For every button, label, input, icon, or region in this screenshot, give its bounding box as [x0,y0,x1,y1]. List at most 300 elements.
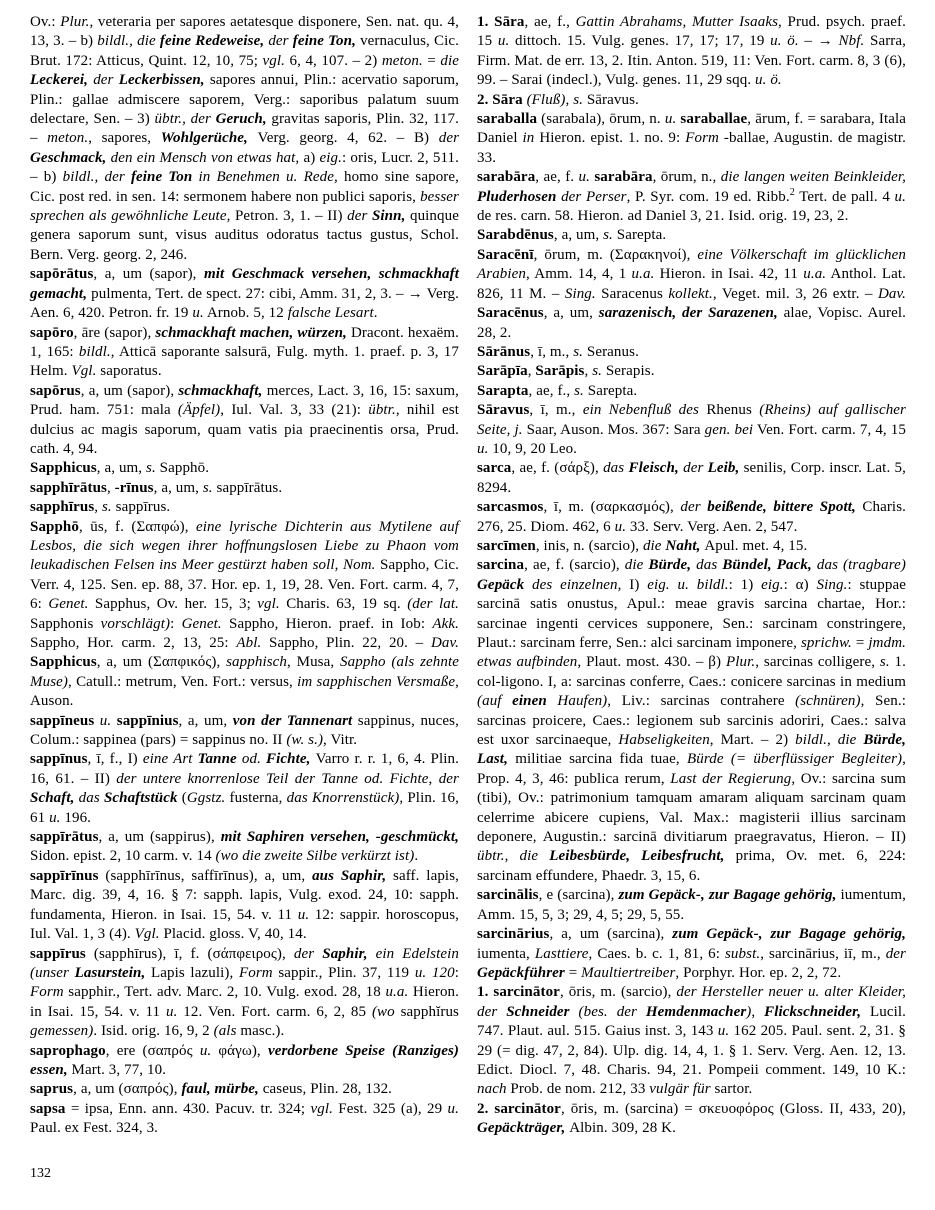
dictionary-entry [30,13,459,265]
headword: sarcasmos [477,499,544,516]
entry-text: , ere (σαπρός [105,1042,200,1059]
dictionary-entry [477,537,906,556]
entry-text: vernaculus, Cic. Brut. 172: Atticus, Quint. 12, 10, 75; [30,33,459,69]
entry-text: das [603,460,629,477]
entry-text: Plur. [60,14,90,30]
right-column [477,13,906,1139]
entry-text: prima, Ov. met. 6, 224: sarcinam effundere, Phaedr. 3, 15, 6. [477,848,906,884]
entry-text: , ōrum, m. (Σαρακηνοί), [533,246,698,263]
dictionary-entry [477,343,906,362]
entry-text: u. [199,1042,212,1059]
entry-text: Saar, Auson. Mos. 367: Sara [522,421,705,438]
entry-text: eine lyrische Dichterin aus Mytilene auf Lesbos, die sich wegen ihrer hoffnungslosen Liebe zu Phaon vom leukadischen Felsen ins Meer gestürzt haben soll, Nom. [30,518,459,574]
entry-text: Dracont. hexaëm. 1, 165: [30,324,459,360]
entry-text: mit Geschmack versehen, schmackhaft gemacht, [30,266,459,302]
entry-text: Ven. Fort. carm. 7, 4, 15 [753,421,906,438]
headword: Sarabdēnus [477,227,554,244]
entry-text: , ae, f., [528,382,575,399]
dictionary-entry [477,246,906,343]
entry-text: schmackhaft machen, würzen, [155,324,351,341]
entry-text: sarazenisch, der Sarazenen, [598,305,784,322]
entry-text: Flickschneider, [764,1003,870,1020]
entry-text: , ūs, f. (Σαπφώ), [78,518,197,535]
left-column [30,13,459,1139]
entry-text: der [93,72,119,89]
entry-text: Sapphonis [30,615,101,632]
entry-text: u. [192,305,204,322]
entry-text: – → [798,33,839,50]
entry-text: ein Edelstein (unser [30,945,459,981]
dictionary-entry [30,945,459,1042]
entry-text: eine Völkerschaft im glücklichen Arabien [477,246,906,283]
entry-text: Sinn, [371,208,410,225]
entry-text: , Veget. mil. 3, 26 extr. – [712,285,878,302]
entry-text: Geruch, [215,111,272,128]
entry-text: , a, um (sarcina), [549,926,673,943]
entry-text: eig. u. bildl. [647,576,729,593]
entry-text: s. [573,91,583,108]
entry-text: Sappho (als zehnte Muse) [30,654,459,690]
dictionary-entry [477,91,906,110]
entry-text: vgl. [310,1100,333,1117]
entry-text: feine Redeweise, [159,33,269,50]
dictionary-entry [30,518,459,712]
entry-text: u. [614,518,627,535]
dictionary-entry [30,712,459,751]
entry-text: Sappho, Hieron. praef. in Iob: [221,615,433,632]
entry-text: , a, um (sappirus), [98,829,221,846]
entry-text: gen. bei [704,421,754,438]
entry-text: (sapphīrīnus, saffīrīnus), a, um, [98,867,313,884]
entry-text: sapores annui, Plin.: acervatio saporum, Plin.: gallae admiscere saporem, Verg.: saporibus palatum suum delectare, Sen. – 3) [30,72,459,128]
entry-text: , ōrum, n., [652,169,721,186]
entry-text: feine Ton, [292,33,361,50]
entry-text: Anthol. Lat. 826, 11 M. – [477,266,906,302]
entry-text: Charis. 63, 19 sq. [279,596,408,613]
entry-text: , ī, f., I) [87,751,143,768]
entry-text: das [696,557,723,574]
headword: sarcinālis [477,887,539,904]
entry-text: Form [30,984,64,1001]
headword: sappīrus [30,945,86,962]
entry-text: Lapis lazuli), [150,964,239,981]
entry-text: u.a. [631,266,655,283]
entry-text: nach [477,1081,507,1098]
entry-text: : α) [783,576,817,593]
headword: sappīrātus [30,829,99,846]
entry-text: u. [664,111,677,128]
entry-text: Sidon. epist. 2, 10 carm. v. 14 [30,848,216,865]
entry-text: Fleisch, [628,460,684,477]
entry-text: einen [512,693,558,710]
entry-text: , Vitr. [323,732,358,749]
entry-text: beißende, bittere Spott, [707,499,863,516]
entry-text: Hieron. in Isai. 42, 11 [654,266,804,283]
dictionary-entry [30,828,459,867]
dictionary-entry [30,324,459,382]
entry-text: Gepäckträger, [477,1120,570,1137]
entry-text: u.a. [385,984,409,1001]
headword: sappīrīnus [30,867,99,884]
entry-text: das [78,790,104,807]
headword: sarcīmen [477,537,536,554]
entry-text: , [527,363,536,380]
entry-text: , nihil est dulcius ac magis saporum, quam vatis pia praecinentis orsa, Prud. cath. 4, 94. [30,402,459,457]
entry-text: sapphir., Tert. adv. Marc. 2, 10. Vulg. exod. 28, 18 [63,984,386,1001]
entry-text: feine Ton [130,169,199,186]
entry-text: u. [49,809,61,826]
entry-text: masc.). [240,1023,285,1040]
entry-text: Tert. de pall. 4 [794,188,895,205]
headword: sapphīrus [30,499,95,516]
entry-text: homo sine sapore, Cic. post red. in sen. 14: sermonem habere non publici saporis, [30,169,460,205]
entry-text: Schaft, [30,790,79,807]
entry-text: von der Tannenart [232,712,358,729]
entry-text: 2 [789,186,795,198]
dictionary-entry [477,556,906,886]
entry-text: = ipsa, Enn. ann. 430. Pacuv. tr. 324; [65,1100,311,1117]
entry-text: Gepäckführer [477,964,569,981]
entry-text: Hieron. epist. 1. no. 9: [534,130,686,147]
entry-text: , veteraria per sapores aetatesque disponere, Sen. nat. qu. 4, 13, 3. – b) [30,14,459,50]
entry-text: eine Art [142,751,198,768]
dictionary-entry [477,382,906,401]
entry-text: 162 205. Paul. sent. 2, 31. § 29 (= dig. 47, 2, 84). Ulp. dig. 14, 4, 1. § 1. Serv. Verg. Aen. 12, 13. Edict. Diocl. 7, 48. Charis. 94, 21. Pompeii comment. 149, 10 K.: [477,1023,906,1078]
entry-text: pulmenta, Tert. de spect. 27: cibi, Amm. 31, 2, 3. – → Verg. Aen. 6, 420. Petron. fr. 19 [30,285,459,322]
entry-text: od. [241,751,267,768]
entry-text: Serapis. [601,363,655,380]
entry-text: u. [447,1100,459,1117]
entry-text: falsche Lesart [287,305,374,322]
dictionary-entry [30,750,459,828]
entry-text: 33. Serv. Verg. Aen. 2, 547. [626,518,798,535]
entry-text: φάγω), [211,1042,268,1059]
entry-text: , Liv.: sarcinas contrahere [607,693,796,710]
entry-text: Geschmack, [30,149,111,166]
entry-text: iumentum, Amm. 15, 5, 3; 29, 4, 5; 29, 5, 55. [477,887,906,923]
entry-text: vorschlägt) [100,615,171,632]
entry-text: . [373,305,378,322]
entry-text: Lasttiere [534,945,589,962]
entry-text: Sāravus. [582,91,639,108]
entry-text: dittoch. 15. Vulg. genes. 17, 17; 17, 19 [509,33,771,50]
entry-text: (sarabala), ōrum, n. [537,111,665,128]
entry-text: im sapphischen Versmaße, [297,673,459,690]
entry-text: u. [497,33,510,50]
entry-text: Albin. 309, 28 K. [569,1120,676,1137]
entry-text: Petron. 3, 1. – II) [234,208,348,225]
dictionary-entry [477,13,906,91]
entry-text: Sing. [816,576,848,593]
entry-text: u. [578,169,590,186]
entry-text: a) [303,149,320,166]
entry-text: (sapphīrus), ī, f. (σάπφειρος), [85,945,294,962]
entry-text: u. [717,1023,730,1040]
entry-text: Tanne [197,751,242,768]
headword: Sarapta [477,382,529,399]
entry-text: sapphisch [226,654,288,671]
headword: Sāravus [477,402,530,419]
headword: Sarāpīa [477,363,528,380]
dictionary-entry [477,459,906,498]
entry-text: übtr. [368,402,396,419]
entry-text: gravitas saporis, Plin. 32, 117. – [30,111,459,147]
entry-text: die langen weiten Beinkleider, [720,169,906,186]
entry-text: fusterna, [225,790,287,807]
entry-text: , Catull.: metrum, Ven. Fort.: versus, [68,673,298,690]
entry-text: saff. lapis, Marc. dig. 39, 4, 16. § 7: sapph. lapis, Vulg. exod. 24, 10: sapph. fundamenta, Hieron. in Isai. 15, 54. v. 11 [30,867,459,923]
entry-text: vgl. [257,596,280,613]
entry-text: : oris, Lucr. 2, 511. – b) [30,149,460,186]
headword: saraballa [477,111,538,128]
entry-text: sprichw. [800,635,852,651]
entry-text: : stuppae sarcinā satis onustus, Apul.: meae gravis sarcina chartae, Hor.: sarcinae ingenti cervices supponere, Sen.: sarcinam constringere, Plaut.: sarcinam ferre, Sen.: alci sarcinam imponere, [477,576,907,651]
entry-text: Dav. [430,635,459,651]
entry-text: der [885,945,906,962]
entry-text: u. [297,906,310,923]
entry-text: u. 120 [414,964,455,981]
entry-text: 1. col-ligono. I, a: sarcinas conferre, Caes.: conicere sarcinas in medium [477,654,906,690]
entry-text: (schnüren) [795,693,861,710]
entry-text: Haufen) [557,693,608,710]
entry-text: , P. Syr. com. 19 ed. Ribb. [626,188,790,205]
entry-text: s. [146,460,156,477]
headword: -rīnus [114,479,154,496]
entry-text: , a, um (σαπρός), [73,1081,182,1098]
dictionary-entry [30,382,459,460]
entry-text: Saphir, [322,945,376,962]
entry-text: merces, Lact. 3, 16, 15: saxum, Prud. ham. 751: mala [30,382,459,419]
entry-text: , a, um (sapor), [80,382,179,399]
entry-text: Sappho, Plin. 22, 20. – [261,635,431,651]
entry-text: sappīrātus. [212,479,283,496]
entry-text: 196. [60,809,92,826]
entry-text: subst. [725,945,761,962]
entry-text: (Fluß) [526,91,566,108]
entry-text: jmdm. etwas aufbinden [477,635,906,671]
entry-text: s. [879,654,890,671]
entry-text: -ballae, Augustin. de magistr. 33. [477,130,906,166]
entry-text: den ein Mensch von etwas hat, [110,149,304,166]
entry-text: in Benehmen u. Rede, [198,169,344,186]
entry-text: schmackhaft, [178,382,267,399]
entry-text: Sarepta. [583,382,638,399]
entry-text: Habseligkeiten [618,732,710,749]
entry-text: quinque genera saporum sunt, visus auditus odoratus tactus gustus, Schol. Bern. Verg. georg. 2, 246. [30,208,459,263]
headword: saprophago [30,1042,106,1059]
entry-text: Leib, [707,460,744,477]
entry-text: Nbf. [838,33,865,50]
entry-text: der Hersteller neuer u. alter Kleider, der [477,984,906,1020]
dictionary-entry [30,1042,459,1081]
entry-text: Lasurstein, [74,964,151,981]
entry-text: übtr., der [154,111,216,128]
entry-text: = [851,635,869,651]
entry-text: Bündel, Pack, [722,557,817,574]
headword: 2. sarcinātor [477,1100,561,1117]
entry-text: verdorbene Speise (Ranziges) essen, [30,1042,459,1078]
entry-text: , a, um (sapor), [93,266,204,283]
entry-text: Seranus. [583,343,639,360]
entry-text: , ae, f. (σάρξ), [511,460,604,477]
dictionary-entry [477,362,906,381]
entry-text: gemessen) [30,1023,94,1040]
entry-text: besser sprechen als gewöhnliche Leute, [30,188,459,225]
entry-text: Schneider [506,1003,579,1020]
entry-text: , ae, f. (sarcio), [524,557,625,574]
entry-text: Pluderhosen [477,188,562,205]
entry-text: Ov.: [30,14,61,30]
entry-text: Placid. gloss. V, 40, 14. [159,926,307,943]
entry-text: Vgl. [71,363,97,380]
entry-text: , Porphyr. Hor. ep. 2, 2, 72. [675,964,842,981]
entry-text: s. [592,363,602,380]
entry-text: der [268,33,293,50]
entry-text: militiae sarcina fida tuae, [515,751,687,768]
entry-text: (Rheins) auf gallischer Seite, j. [477,402,906,438]
entry-text: = [422,52,441,69]
entry-text: Paul. ex Fest. 324, 3. [30,1120,159,1137]
entry-text: bildl., der [62,169,131,186]
entry-text: , sapores, [88,130,161,147]
entry-text: Leibesbürde, Leibesfrucht, [549,848,736,865]
entry-text: des einzelnen [532,576,618,593]
entry-text: , [565,91,574,108]
entry-text: , ārum, f. = sarabara, Itala Daniel [477,111,906,147]
entry-text: . Isid. orig. 16, 9, 2 [93,1023,214,1040]
entry-text: die [624,557,649,574]
entry-text: : [454,964,459,981]
entry-text: Varro r. r. 1, 6, 4. Plin. 16, 61. – II) [30,751,459,787]
entry-text: Genet. [48,596,89,613]
entry-text: Gattin Abrahams, Mutter Isaaks [575,14,779,30]
dictionary-entry [30,1100,459,1139]
dictionary-entry [30,498,459,517]
entry-text: meton. [47,130,89,147]
entry-text: , Iul. Val. 3, 33 (21): [220,402,369,419]
entry-text: zum Gepäck-, zur Bagage gehörig, [672,926,906,943]
entry-text: , Caes. b. c. 1, 81, 6: [588,945,725,962]
entry-text: sapphĭrus [400,1003,459,1020]
dictionary-entry [30,265,459,323]
entry-text: Maultiertreiber [581,964,676,981]
dictionary-entry [477,401,906,459]
entry-text: eig. [761,576,784,593]
entry-text: sappir., Plin. 37, 119 [272,964,415,981]
entry-text: , Ov.: sarcina sum (tibi), Ov.: patrimonium tamquam amaram aliquam sarcinam quam celerrime abicere cupiens, Val. Max.: magisterii illius sarcinam deponere, Augustin.: sarcinā divitiarum praegravatus, Hieron. – II) [477,770,906,846]
headword: sarca [477,460,512,477]
entry-text: vgl. [262,52,286,69]
entry-text: der untere knorrenlose Teil der Tanne od. Fichte, der [116,770,459,787]
entry-text: Naht, [665,537,705,554]
headword: 1. Sāra [477,14,525,30]
entry-text: sartor. [710,1081,753,1098]
entry-text: Saracenus [595,285,669,302]
entry-text: Sarra, Firm. Mat. de err. 13, 2. Itin. Anton. 519, 11: Ven. Fort. carm. 8, 3 (6), 99. – Sarai (indecl.), Vulg. genes. 11, 29 sqq. [477,33,906,89]
entry-text: s. [202,479,213,496]
entry-text: (wo die zweite Silbe verkürzt ist) [215,848,415,865]
entry-text: u. [166,1003,178,1020]
entry-text: Rhenus [706,402,760,419]
entry-text: (w. s.) [286,732,324,749]
entry-text: ) [746,1003,752,1020]
headword: sappīnius [116,712,179,729]
entry-text: Mart. 3, 77, 10. [71,1061,167,1078]
entry-text: 12. Ven. Fort. carm. 6, 2, 85 [177,1003,372,1020]
headword: sappīnus [30,751,88,768]
dictionary-entry [477,925,906,983]
entry-text: , ōris, m. (sarcio), [559,984,677,1001]
headword: Sapphicus [30,654,97,671]
dictionary-entry [30,867,459,945]
entry-text: bildl., die [795,732,864,749]
entry-text: , Atticā saporante salsurā, Fulg. myth. 1. praef. p. 3, 17 Helm. [30,343,459,380]
headword: sapphīrātus [30,479,107,496]
entry-text: (auf [477,693,513,710]
entry-text: Prob. de nom. 212, 33 [506,1081,650,1098]
entry-text: ( [181,790,187,807]
headword: sappīneus [30,712,95,729]
entry-text: Sapphō. [155,460,210,477]
entry-text: mit Saphiren versehen, -geschmückt, [220,829,460,846]
headword: sarcinārius [477,926,550,943]
entry-text: Form [238,964,273,981]
entry-text: iumenta, [477,945,535,962]
entry-text: , ōris, m. (sarcina) = σκευοφόρος (Gloss. II, 433, 20), [560,1100,906,1117]
entry-text: Leckerei, [30,72,94,89]
entry-text: , a, um, [153,479,203,496]
dictionary-entry [477,1100,906,1139]
entry-text: zum Gepäck-, zur Bagage gehörig, [618,887,841,904]
headword: saraballae [680,111,748,128]
dictionary-entry [477,168,906,226]
entry-text: : 1) [728,576,762,593]
entry-text: Hemdenmacher [645,1003,747,1020]
entry-text: , I) [617,576,648,593]
headword: sarcina [477,557,525,574]
entry-text: Akk. [432,615,459,632]
entry-text: s. [573,343,584,360]
entry-text: , Mart. – 2) [709,732,796,749]
headword: sapōrātus [30,266,94,283]
entry-text: Charis. 276, 25. Diom. 462, 6 [477,499,906,535]
entry-text: Genet. [181,615,222,632]
entry-text: . [414,848,419,865]
entry-text: (der lat. [407,596,459,613]
entry-text: Leckerbissen, [118,72,210,89]
headword: sapōro [30,324,74,341]
entry-text: der [347,208,372,225]
entry-text: übtr., die [477,848,550,865]
entry-text: das Knorrenstück) [286,790,400,807]
headword: sarabāra [477,169,536,186]
entry-text: , āre (sapor), [73,324,156,341]
entry-text: , Plaut. most. 430. – β) [577,654,726,671]
entry-text: caseus, Plin. 28, 132. [262,1081,393,1098]
dictionary-entry [30,459,459,478]
entry-text: Fichte, [266,751,316,768]
entry-text: , Prud. psych. praef. 15 [477,14,907,50]
entry-text: Hieron. in Isai. 15, 54. v. 11 [30,984,459,1020]
entry-text: 10, 9, 20 Leo. [488,440,578,457]
entry-text: , a, um, [96,460,147,477]
entry-text: Sarepta. [612,227,667,244]
entry-text: alae, Vopisc. Aurel. 28, 2. [477,305,906,341]
entry-text: Ggstz. [186,790,226,807]
headword: 1. sarcinātor [477,984,560,1001]
entry-text: , [106,479,115,496]
entry-text: , ae, f. [535,169,579,186]
